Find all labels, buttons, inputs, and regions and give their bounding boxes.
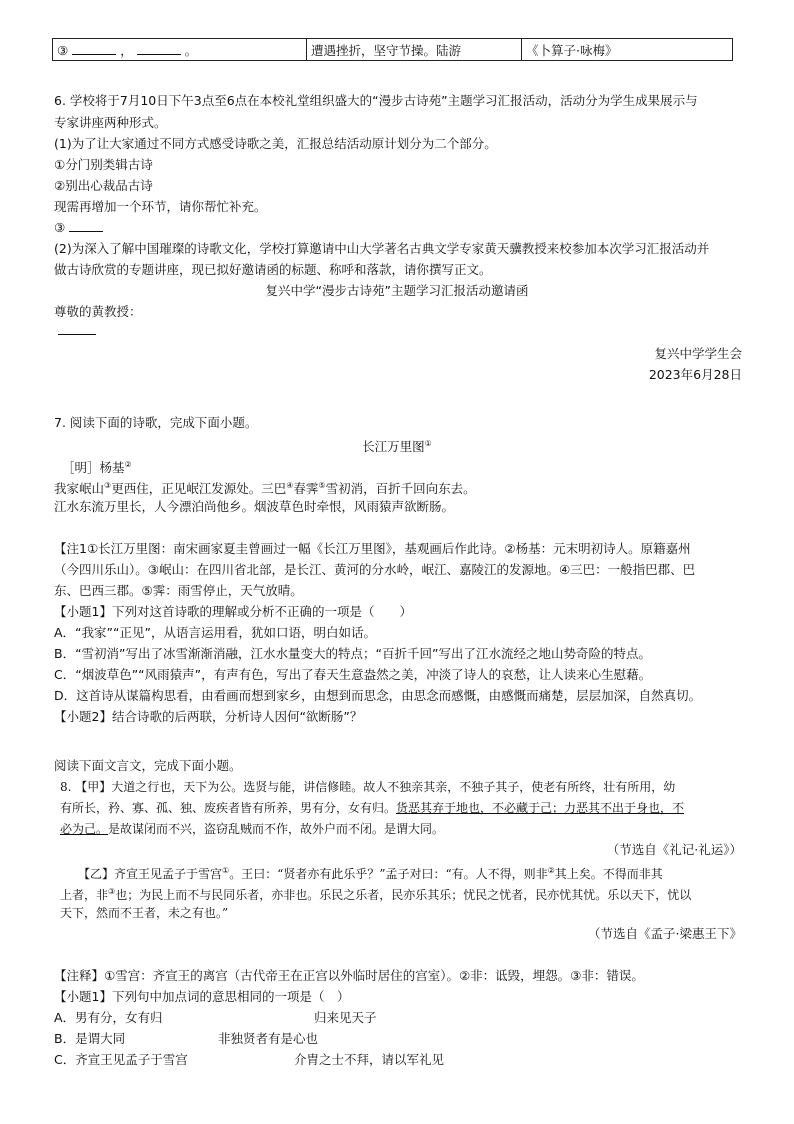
q7-note-1: 【注1①长江万里图：南宋画家夏圭曾画过一幅《长江万里图》，基观画后作此诗。②杨基：元末明初诗人。原籍嘉州 bbox=[54, 541, 691, 556]
q6-line-8: (2)为深入了解中国璀璨的诗歌文化，学校打算邀请中山大学著名古典文学专家黄天骥教授来校参加本次学习汇报活动并 bbox=[54, 241, 710, 256]
table-cell-blank bbox=[53, 39, 307, 61]
q7-subquestion-1: 【小题1】下列对这首诗歌的理解或分析不正确的一项是（ ） bbox=[54, 604, 412, 619]
footnote-mark: ② bbox=[124, 460, 132, 469]
yi-line-2 bbox=[60, 883, 691, 904]
poem-author bbox=[62, 456, 132, 477]
poem-title-text: 长江万里图 bbox=[362, 439, 425, 455]
q7-option-c: C．“烟波草色”“风雨猿声”，有声有色，写出了春天生意盎然之美，冲淡了诗人的哀愁，让人读来心生慰藉。 bbox=[54, 667, 652, 682]
footnote-mark: ④ bbox=[286, 481, 294, 490]
table-cell-source: 《卜算子·咏梅》 bbox=[522, 39, 733, 61]
poem-line-2: 江水东流万里长，人今漂泊尚他乡。烟波草色时牵恨，风雨猿声欲断肠。 bbox=[54, 499, 455, 514]
text-span: 其上矣。不得而非其 bbox=[554, 867, 663, 881]
option-c-right: 介胄之士不拜，请以军礼见 bbox=[294, 1052, 445, 1067]
text-span: 是故谋闭而不兴，盗窃乱贼而不作，故外户而不闭。是谓大同。 bbox=[108, 822, 445, 836]
q7-intro: 7. 阅读下面的诗歌，完成下面小题。 bbox=[54, 415, 258, 430]
yi-line-3: 天下，然而不王者，未之有也。” bbox=[60, 906, 229, 920]
jia-source: （节选自《礼记·礼运》） bbox=[606, 842, 742, 857]
table-row bbox=[53, 39, 733, 61]
fill-blank bbox=[137, 54, 181, 55]
circled-number: ③ bbox=[57, 42, 69, 58]
answer-blank-line bbox=[58, 334, 96, 335]
fill-blank bbox=[72, 54, 116, 55]
footnote-mark: ③ bbox=[104, 481, 112, 490]
text-span: 春霁 bbox=[293, 481, 319, 497]
q6-line-6: 现需再增加一个环节，请你帮忙补充。 bbox=[54, 199, 267, 214]
q6-item-1: ①分门别类辑古诗 bbox=[54, 157, 153, 172]
q6-line-1: 6. 学校将于7月10日下午3点至6点在本校礼堂组织盛大的“漫步古诗苑”主题学习汇报活动，活动分为学生成果展示与 bbox=[54, 93, 698, 108]
q8-option-a bbox=[54, 1009, 377, 1027]
text-span: 【乙】齐宣王见孟子于雪宫 bbox=[78, 867, 223, 881]
invitation-greeting: 尊敬的黄教授： bbox=[54, 304, 142, 319]
q7-note-2: （今四川乐山）。③岷山：在四川省北部，是长江、黄河的分水岭，岷江、嘉陵江的发源地。④三巴：一般指巴郡、巴 bbox=[54, 562, 696, 577]
footnote-mark: ③ bbox=[108, 887, 116, 896]
q8-intro: 阅读下面文言文，完成下面小题。 bbox=[54, 758, 242, 773]
yi-line-1 bbox=[78, 862, 663, 883]
text-span: 我家岷山 bbox=[54, 481, 105, 497]
q7-option-d: D．这首诗从谋篇构思看，由看画而想到家乡，由想到而思念，由思念而感慨，由感慨而痛楚，层层加深，自然真切。 bbox=[54, 688, 702, 703]
q6-line-3: (1)为了让大家通过不同方式感受诗歌之美，汇报总结活动原计划分为二个部分。 bbox=[54, 136, 497, 151]
option-a-right: 归来见天子 bbox=[314, 1010, 377, 1025]
text-span: 。王曰：“贤者亦有此乐乎？”孟子对曰：“有。人不得，则非 bbox=[229, 867, 548, 881]
text-span: 有所长，矜、寡、孤、独、废疾者皆有所养，男有分，女有归。 bbox=[60, 801, 397, 815]
footnote-mark: ② bbox=[547, 866, 555, 875]
poem-title bbox=[0, 435, 794, 456]
jia-line-3 bbox=[60, 820, 444, 838]
answer-table bbox=[52, 38, 733, 61]
q6-item-3 bbox=[54, 219, 103, 237]
q7-option-b: B．“雪初消”写出了冰雪渐渐消融，江水水量变大的特点；“百折千回”写出了江水流经之地山势奇险的特点。 bbox=[54, 646, 651, 661]
poem-author-text: ［明］杨基 bbox=[62, 460, 125, 476]
separator: ， bbox=[120, 42, 133, 58]
footnote-mark: ① bbox=[222, 866, 230, 875]
circled-number: ③ bbox=[54, 220, 66, 235]
q8-option-b bbox=[54, 1030, 318, 1048]
q6-line-2: 专家讲座两种形式。 bbox=[54, 115, 167, 130]
jia-line-1: 8. 【甲】大道之行也，天下为公。选贤与能，讲信修睦。故人不独亲其亲，不独子其子，使老有所终，壮有所用，幼 bbox=[60, 780, 676, 794]
invitation-signer: 复兴中学学生会 bbox=[654, 346, 742, 361]
yi-source: （节选自《孟子·梁惠王下》 bbox=[588, 926, 742, 941]
q6-item-2: ②别出心裁品古诗 bbox=[54, 178, 153, 193]
option-c-left: C．齐宣王见孟子于雪宫 bbox=[54, 1052, 188, 1067]
q8-subquestion-1: 【小题1】下列句中加点词的意思相同的一项是（ ） bbox=[54, 989, 350, 1004]
table-cell-meaning: 遭遇挫折，坚守节操。陆游 bbox=[307, 39, 522, 61]
text-span: 雪初消，百折千回向东去。 bbox=[325, 481, 476, 497]
option-b-left: B．是谓大同 bbox=[54, 1031, 126, 1046]
text-span: 更西住，正见岷江发源处。三巴 bbox=[111, 481, 287, 497]
fill-blank bbox=[69, 231, 103, 232]
period: 。 bbox=[184, 42, 198, 58]
text-span: 也；为民上而不与民同乐者，亦非也。乐民之乐者，民亦乐其乐；忧民之忧者，民亦忧其忧。乐以天下，忧以 bbox=[115, 888, 692, 902]
invitation-title: 复兴中学“漫步古诗苑”主题学习汇报活动邀请函 bbox=[265, 283, 529, 298]
q8-notes: 【注释】①雪宫：齐宣王的离宫（古代帝王在正宫以外临时居住的宫室）。②非：诋毁，埋怨。③非：错误。 bbox=[54, 968, 644, 983]
q7-subquestion-2: 【小题2】结合诗歌的后两联，分析诗人因何“欲断肠”？ bbox=[54, 709, 363, 724]
footnote-mark: ⑤ bbox=[318, 481, 326, 490]
q7-note-3: 东、巴西三郡。⑤霁：雨雪停止，天气放晴。 bbox=[54, 583, 303, 598]
underlined-sentence: 必为己。 bbox=[60, 822, 109, 836]
jia-line-2 bbox=[60, 799, 684, 817]
option-b-right: 非独贤者有是心也 bbox=[218, 1031, 319, 1046]
underlined-sentence: 货恶其弃于地也，不必藏于己；力恶其不出于身也，不 bbox=[396, 801, 685, 815]
q7-option-a: A．“我家”“正见”，从语言运用看，犹如口语，明白如话。 bbox=[54, 625, 376, 640]
option-a-left: A．男有分，女有归 bbox=[54, 1010, 163, 1025]
footnote-mark: ① bbox=[424, 439, 432, 448]
q8-option-c bbox=[54, 1051, 444, 1069]
q6-line-9: 做古诗欣赏的专题讲座，现已拟好邀请函的标题、称呼和落款，请你撰写正文。 bbox=[54, 262, 492, 277]
poem-line-1 bbox=[54, 477, 476, 498]
invitation-date: 2023年6月28日 bbox=[648, 367, 742, 382]
text-span: 上者，非 bbox=[60, 888, 109, 902]
